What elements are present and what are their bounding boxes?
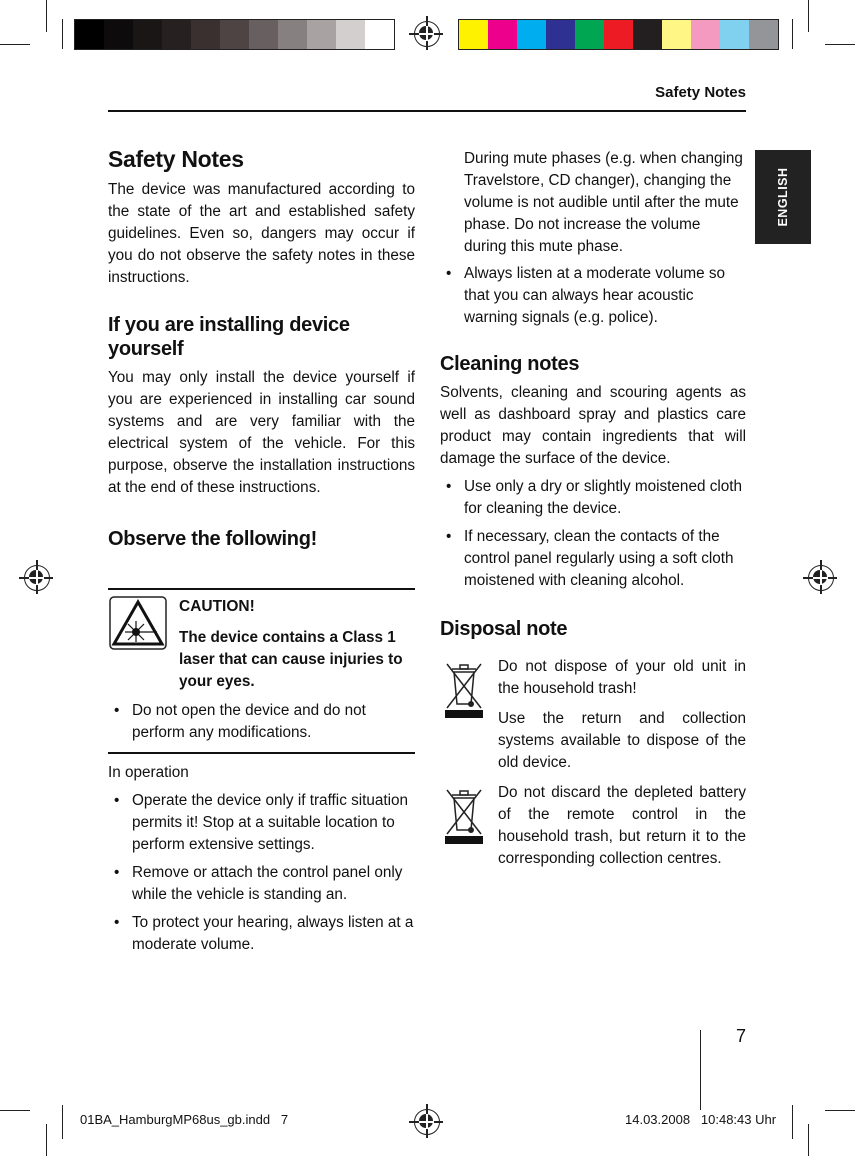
color-swatch <box>307 20 336 49</box>
registration-mark-icon <box>24 565 50 591</box>
crop-mark <box>700 1030 701 1110</box>
header-rule <box>108 110 746 112</box>
laser-warning-icon <box>109 596 167 650</box>
crop-mark <box>0 1110 30 1111</box>
cleaning-paragraph: Solvents, cleaning and scouring agents as well as dashboard spray and plastics care product may contain ingredients that will damage the surface of the device. <box>440 384 746 467</box>
color-swatch <box>162 20 191 49</box>
crop-mark <box>46 1124 47 1156</box>
crop-mark <box>808 1124 809 1156</box>
caution-bullet: • Do not open the device and do not perform any modifications. <box>108 700 415 744</box>
color-swatch <box>720 20 749 49</box>
cleaning-bullet: • If necessary, clean the contacts of the control panel regularly using a soft cloth moistened with cleaning alcohol. <box>440 526 746 592</box>
color-swatch <box>691 20 720 49</box>
disposal-paragraph: Do not discard the depleted battery of the remote control in the household trash, but return it to the corresponding collection centres. <box>498 784 746 867</box>
grayscale-color-bar <box>74 19 395 50</box>
caution-label: CAUTION! <box>179 598 255 615</box>
file-slug: 01BA_HamburgMP68us_gb.indd 7 <box>80 1112 289 1127</box>
color-swatch <box>104 20 133 49</box>
color-swatch <box>749 20 778 49</box>
caution-bullet-block <box>108 700 415 744</box>
crop-mark <box>792 1105 793 1139</box>
disposal-block <box>498 656 746 870</box>
color-swatch <box>517 20 546 49</box>
page-number: 7 <box>736 1026 747 1046</box>
crop-mark <box>825 44 855 45</box>
color-swatch <box>546 20 575 49</box>
crop-mark <box>825 1110 855 1111</box>
color-swatch <box>75 20 104 49</box>
language-tab-label: ENGLISH <box>776 167 790 227</box>
language-tab <box>755 150 811 244</box>
intro-paragraph: The device was manufactured according to the state of the art and established safety guidelines. Even so, dangers may occur if you do not observe the safety notes in these instructions. <box>108 181 415 286</box>
color-swatch <box>633 20 662 49</box>
color-swatch <box>133 20 162 49</box>
page-title: Safety Notes <box>108 146 244 172</box>
running-header: Safety Notes <box>655 84 746 101</box>
disposal-paragraph: Do not dispose of your old unit in the household trash! <box>498 658 746 697</box>
continued-bullet: • Always listen at a moderate volume so that you can always hear acoustic warning signals (e.g. police). <box>440 263 746 329</box>
process-color-bar <box>458 19 779 50</box>
color-swatch <box>488 20 517 49</box>
color-swatch <box>459 20 488 49</box>
crossed-bin-icon <box>445 660 483 720</box>
color-swatch <box>662 20 691 49</box>
operation-bullet: • To protect your hearing, always listen at a moderate volume. <box>108 912 415 956</box>
crossed-bin-icon <box>445 786 483 846</box>
caution-text: The device contains a Class 1 laser that can cause injuries to your eyes. <box>179 629 403 690</box>
caution-block <box>179 596 415 693</box>
cleaning-heading: Cleaning notes <box>440 353 580 375</box>
installing-heading: If you are installing device yourself <box>108 314 350 360</box>
operation-heading: In operation <box>108 764 189 781</box>
right-column <box>440 148 746 641</box>
disposal-paragraph: Use the return and collection systems available to dispose of the old device. <box>498 710 746 771</box>
caution-bottom-rule <box>108 752 415 754</box>
continued-paragraph: During mute phases (e.g. when changing Travelstore, CD changer), changing the volume is not audible until after the mute phase. Do not increase the volume during this mute phase. <box>464 150 743 255</box>
cleaning-bullet: • Use only a dry or slightly moistened cloth for cleaning the device. <box>440 476 746 520</box>
observe-heading: Observe the following! <box>108 528 317 550</box>
color-swatch <box>249 20 278 49</box>
crop-mark <box>0 44 30 45</box>
color-swatch <box>336 20 365 49</box>
color-swatch <box>365 20 394 49</box>
registration-mark-icon <box>414 21 440 47</box>
color-swatch <box>575 20 604 49</box>
disposal-heading: Disposal note <box>440 618 568 640</box>
crop-mark <box>808 0 809 32</box>
crop-mark <box>46 0 47 32</box>
operation-bullet: • Operate the device only if traffic situation permits it! Stop at a suitable location to perform extensive settings. <box>108 790 415 856</box>
registration-mark-icon <box>414 1109 440 1135</box>
left-column <box>108 148 415 551</box>
color-swatch <box>278 20 307 49</box>
color-swatch <box>604 20 633 49</box>
crop-mark <box>62 19 63 49</box>
crop-mark <box>792 19 793 49</box>
installing-paragraph: You may only install the device yourself if you are experienced in installing car sound systems and are very familiar with the electrical system of the vehicle. For this purpose, observe the installation instructions at the end of these instructions. <box>108 369 415 496</box>
print-timestamp: 14.03.2008 10:48:43 Uhr <box>625 1112 777 1127</box>
color-swatch <box>191 20 220 49</box>
color-swatch <box>220 20 249 49</box>
crop-mark <box>62 1105 63 1139</box>
caution-top-rule <box>108 588 415 590</box>
registration-mark-icon <box>808 565 834 591</box>
operation-bullet: • Remove or attach the control panel only while the vehicle is standing an. <box>108 862 415 906</box>
operation-block <box>108 762 415 956</box>
